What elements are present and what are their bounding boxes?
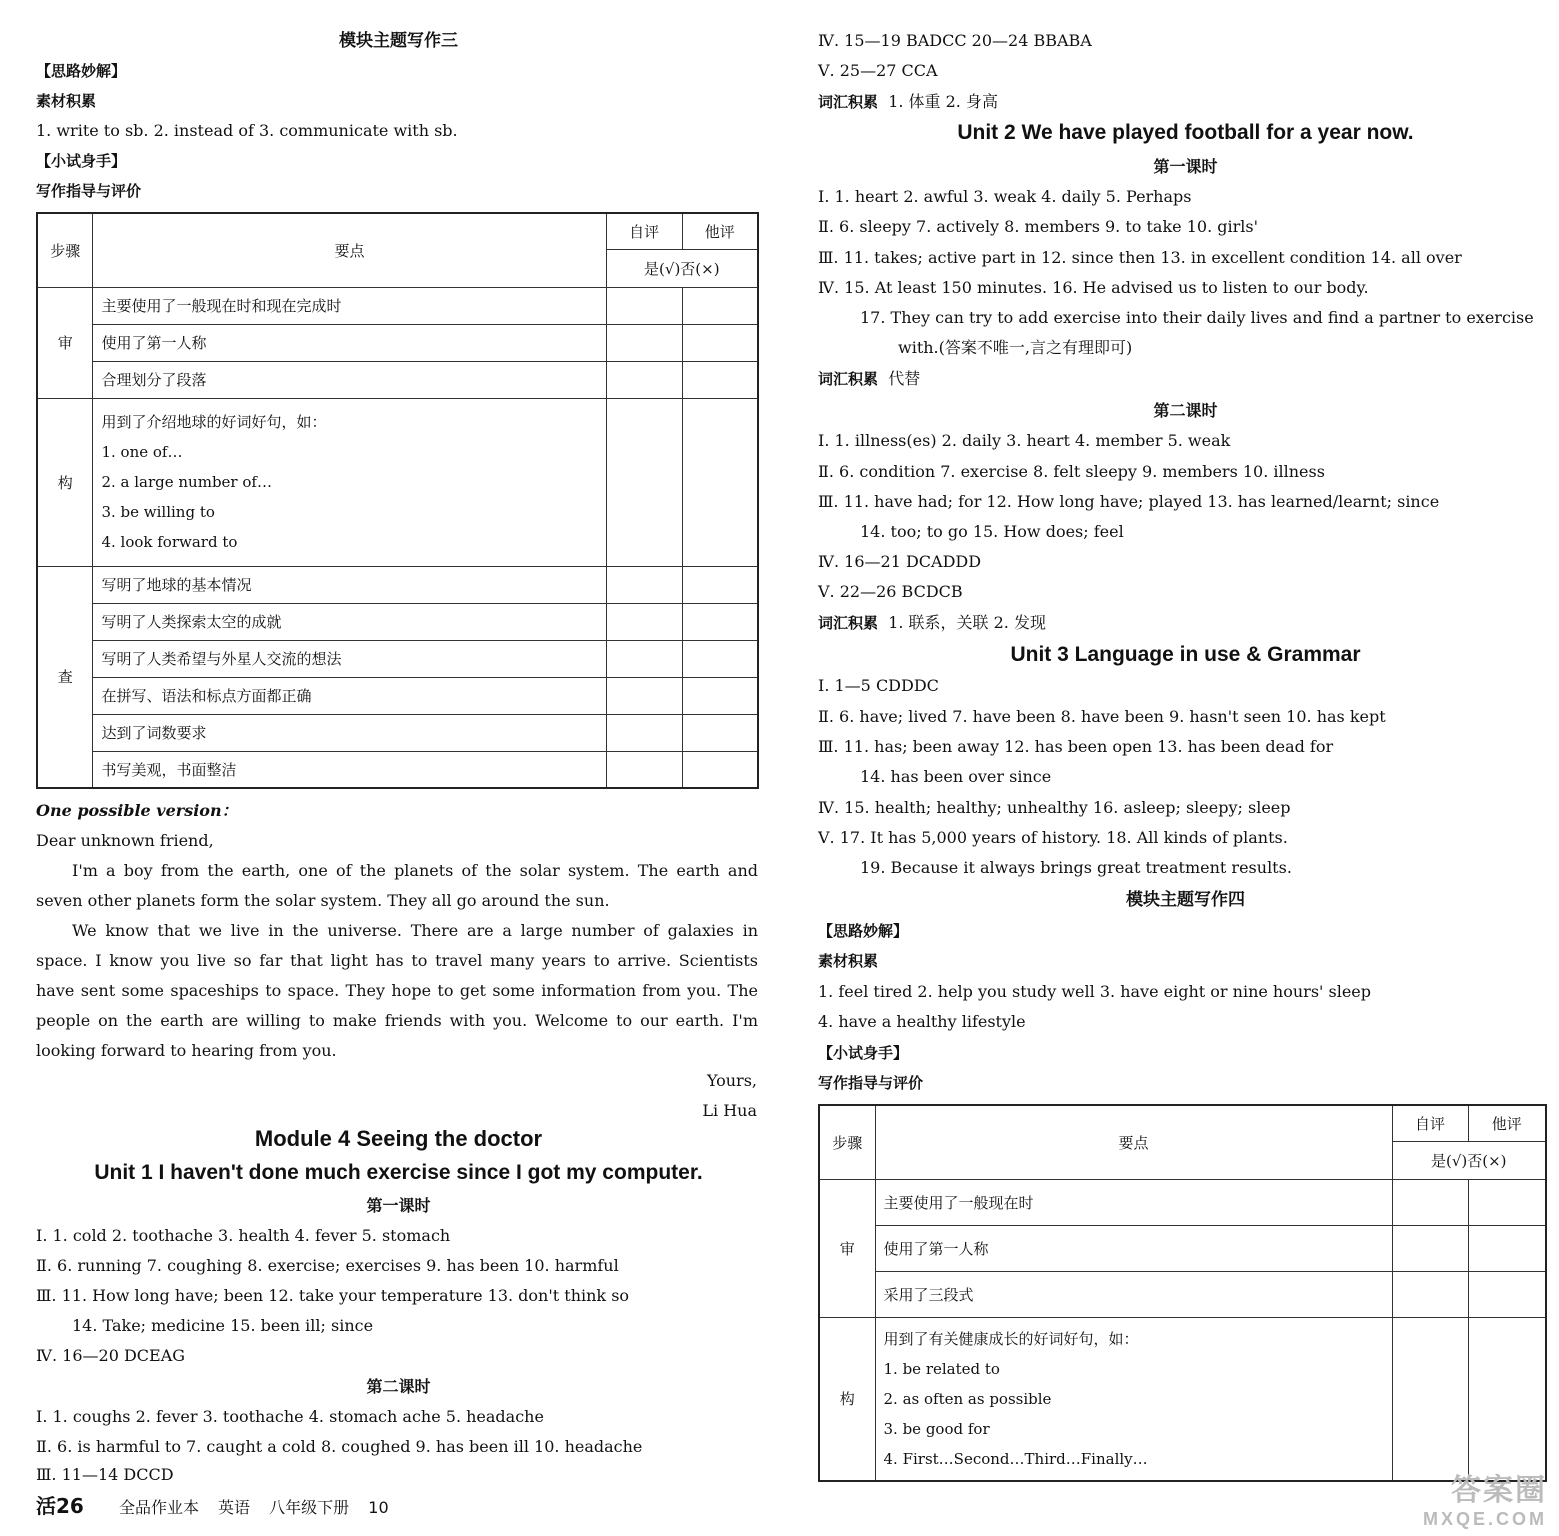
table-row: 主要使用了一般现在时 [875, 1179, 1392, 1225]
unit2-title: Unit 2 We have played football for a year now. [957, 121, 1414, 144]
answer-line: Ⅲ. 11. takes; active part in 12. since then 13. in excellent condition 14. all over [818, 248, 1462, 267]
group-gou: 构 [819, 1317, 875, 1481]
cihui-items: 1. 联系，关联 2. 发现 [888, 613, 1046, 632]
answer-line: Ⅳ. 15. At least 150 minutes. 16. He advised us to listen to our body. [818, 278, 1369, 297]
group-gou: 构 [37, 398, 93, 566]
header-step: 步骤 [37, 213, 93, 287]
answer-line: Ⅱ. 6. is harmful to 7. caught a cold 8. coughed 9. has been ill 10. headache [36, 1437, 643, 1456]
paragraph-1: I'm a boy from the earth, one of the planets of the solar system. The earth and seven other planets form the solar system. They all go around the sun. [36, 861, 758, 910]
answer-line: 14. too; to go 15. How does; feel [860, 522, 1124, 541]
lesson-title: 第一课时 [366, 1196, 431, 1215]
table-row: 使用了第一人称 [875, 1225, 1392, 1271]
header-self: 自评 [606, 213, 682, 249]
header-point: 要点 [93, 213, 606, 287]
sucai-label: 素材积累 [818, 952, 879, 970]
answer-line: Ⅱ. 6. have; lived 7. have been 8. have been 9. hasn't seen 10. has kept [818, 707, 1386, 726]
answer-line: Ⅱ. 6. condition 7. exercise 8. felt sleepy 9. members 10. illness [818, 462, 1325, 481]
list-item: 1. be related to [883, 1359, 1000, 1378]
header-yesno: 是(√)否(×) [1392, 1141, 1546, 1179]
cihui-items: 代替 [888, 369, 921, 388]
header-self: 自评 [1392, 1105, 1468, 1141]
table-row: 达到了词数要求 [93, 714, 606, 751]
table-row: 使用了第一人称 [93, 324, 606, 361]
xiaoshi-label: 【小试身手】 [818, 1044, 909, 1062]
siluo-label: 【思路妙解】 [36, 62, 127, 80]
answer-line: Ⅱ. 6. running 7. coughing 8. exercise; exercises 9. has been 10. harmful [36, 1256, 619, 1275]
table-row: 采用了三段式 [875, 1271, 1392, 1317]
cihui-label: 词汇积累 [818, 370, 879, 388]
sucai-label: 素材积累 [36, 92, 97, 110]
cihui-label: 词汇积累 [818, 614, 879, 632]
answer-line: Ⅲ. 11. have had; for 12. How long have; played 13. has learned/learnt; since [818, 492, 1440, 511]
lesson-title: 第二课时 [1153, 401, 1218, 420]
header-step: 步骤 [819, 1105, 875, 1179]
list-item: 4. look forward to [101, 533, 238, 551]
answer-line: with.(答案不唯一,言之有理即可) [898, 338, 1133, 357]
header-peer: 他评 [682, 213, 758, 249]
table-row: 合理划分了段落 [93, 361, 606, 398]
answer-line: Ⅴ. 22—26 BCDCB [818, 582, 963, 601]
lesson-title: 第一课时 [1153, 157, 1218, 176]
group-cha: 查 [37, 566, 93, 788]
list-item: 2. as often as possible [883, 1389, 1052, 1408]
paragraph-2: We know that we live in the universe. There are a large number of galaxies in space. I know you live so far that light has to travel many years to arrive. Scientists have sent some spaceships to space. They hope to get some information from you. The people on the earth are willing to make friends with you. Welcome to our earth. I'm looking forward to hearing from you. [36, 921, 758, 1060]
header-point: 要点 [875, 1105, 1392, 1179]
table-row: 写明了人类希望与外星人交流的想法 [93, 640, 606, 677]
answer-line: 17. They can try to add exercise into their daily lives and find a partner to exercise [860, 308, 1534, 327]
cihui-items: 1. 体重 2. 身高 [888, 92, 998, 111]
xiaoshi-label: 【小试身手】 [36, 152, 127, 170]
table-row: 写明了地球的基本情况 [93, 566, 606, 603]
answer-line: Ⅰ. 1—5 CDDDC [818, 676, 939, 695]
list-item: 1. one of… [101, 443, 183, 461]
lesson-title: 第二课时 [366, 1377, 431, 1396]
cihui-line [818, 91, 998, 113]
greeting: Dear unknown friend, [36, 831, 214, 850]
table-row: 写明了人类探索太空的成就 [93, 603, 606, 640]
answer-line: 14. has been over since [860, 767, 1052, 786]
answer-line: Ⅳ. 16—20 DCEAG [36, 1346, 186, 1365]
signoff: Yours, [706, 1071, 757, 1090]
table-row-multi [93, 398, 606, 566]
sucai-items: 4. have a healthy lifestyle [818, 1012, 1026, 1031]
watermark-logo [1423, 1465, 1547, 1530]
answer-line: Ⅲ. 11—14 DCCD [36, 1465, 174, 1484]
xiezuo-label: 写作指导与评价 [36, 182, 142, 200]
group-shen: 审 [37, 287, 93, 398]
table-row: 书写美观，书面整洁 [93, 751, 606, 788]
answer-line: Ⅱ. 6. sleepy 7. actively 8. members 9. to take 10. girls' [818, 217, 1258, 236]
list-item: 4. First…Second…Third…Finally… [883, 1449, 1148, 1468]
answer-line: Ⅴ. 25—27 CCA [818, 61, 938, 80]
header-yesno: 是(√)否(×) [606, 249, 758, 287]
answer-line: Ⅰ. 1. coughs 2. fever 3. toothache 4. stomach ache 5. headache [36, 1407, 544, 1426]
answer-line: Ⅳ. 15. health; healthy; unhealthy 16. asleep; sleepy; sleep [818, 798, 1291, 817]
table-row: 主要使用了一般现在时和现在完成时 [93, 287, 606, 324]
possible-version: One possible version： [36, 801, 238, 820]
header-peer: 他评 [1468, 1105, 1546, 1141]
unit1-title: Unit 1 I haven't done much exercise since I got my computer. [94, 1161, 703, 1184]
group-shen: 审 [819, 1179, 875, 1317]
answer-line: 19. Because it always brings great treatment results. [860, 858, 1292, 877]
list-item: 3. be willing to [101, 503, 215, 521]
cihui-line [818, 612, 1046, 634]
answer-line: Ⅰ. 1. heart 2. awful 3. weak 4. daily 5. Perhaps [818, 187, 1192, 206]
table-row-multi [875, 1317, 1392, 1481]
watermark-text: 答案圈 [1451, 1474, 1547, 1507]
row-head: 用到了有关健康成长的好词好句，如： [883, 1329, 1139, 1348]
evaluation-table-right [818, 1104, 1547, 1482]
answer-line: Ⅲ. 11. has; been away 12. has been open 13. has been dead for [818, 737, 1334, 756]
cihui-line [818, 368, 920, 390]
signature: Li Hua [702, 1101, 757, 1120]
page-footer [36, 1490, 403, 1519]
evaluation-table-left [36, 212, 759, 789]
answer-line: Ⅰ. 1. cold 2. toothache 3. health 4. fever 5. stomach [36, 1226, 451, 1245]
watermark-url: MXQE.COM [1422, 1509, 1547, 1529]
answer-line: Ⅰ. 1. illness(es) 2. daily 3. heart 4. member 5. weak [818, 431, 1231, 450]
section-title-3: 模块主题写作三 [339, 31, 458, 51]
answer-line: Ⅲ. 11. How long have; been 12. take your temperature 13. don't think so [36, 1286, 630, 1305]
table-row: 在拼写、语法和标点方面都正确 [93, 677, 606, 714]
footer-num: 10 [368, 1498, 389, 1517]
book-name: 全品作业本 [118, 1498, 199, 1517]
list-item: 2. a large number of… [101, 473, 272, 491]
module-title: Module 4 Seeing the doctor [254, 1126, 543, 1151]
cihui-label: 词汇积累 [818, 93, 879, 111]
row-head: 用到了介绍地球的好词好句，如： [101, 413, 327, 431]
page-number: 活26 [36, 1494, 84, 1518]
section-title-4: 模块主题写作四 [1126, 890, 1245, 910]
xiezuo-label: 写作指导与评价 [818, 1074, 924, 1092]
grade: 八年级下册 [269, 1498, 350, 1517]
siluo-label: 【思路妙解】 [818, 922, 909, 940]
unit3-title: Unit 3 Language in use & Grammar [1010, 643, 1361, 666]
answer-line: Ⅳ. 16—21 DCADDD [818, 552, 982, 571]
subject: 英语 [218, 1498, 251, 1517]
answer-line: Ⅳ. 15—19 BADCC 20—24 BBABA [818, 31, 1092, 50]
list-item: 3. be good for [883, 1419, 990, 1438]
sucai-items: 1. write to sb. 2. instead of 3. communicate with sb. [36, 121, 458, 140]
sucai-items: 1. feel tired 2. help you study well 3. have eight or nine hours' sleep [818, 982, 1372, 1001]
answer-line: 14. Take; medicine 15. been ill; since [72, 1316, 374, 1335]
answer-line: Ⅴ. 17. It has 5,000 years of history. 18. All kinds of plants. [818, 828, 1288, 847]
